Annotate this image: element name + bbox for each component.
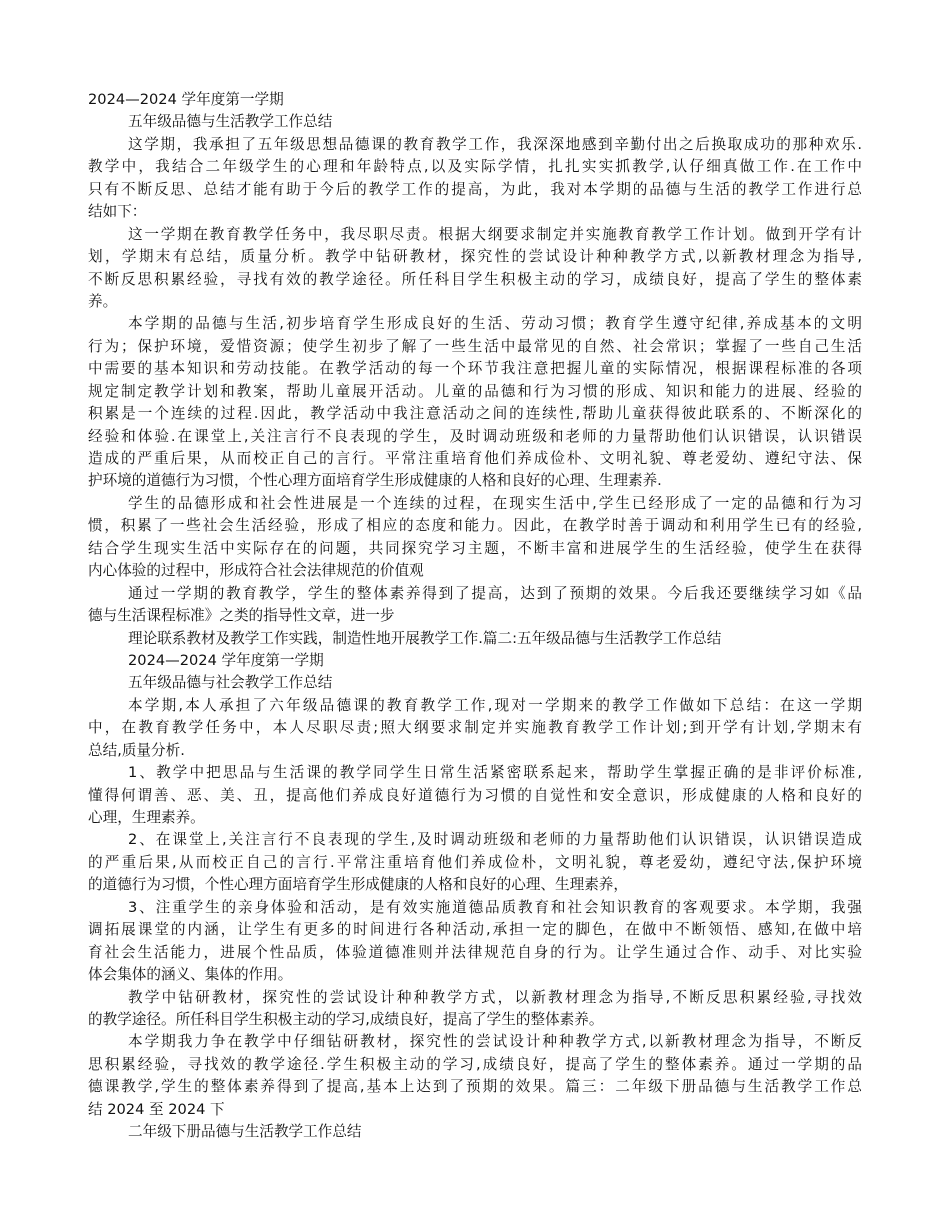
text-line: 结 2024 至 2024 下 xyxy=(88,1100,225,1118)
text-line: 的道德行为习惯，个性心理方面培育学生形成健康的人格和良好的心理、生理素养， xyxy=(88,876,628,894)
text-line: 总结,质量分析. xyxy=(88,741,185,759)
text-line: 只有不断反思、总结才能有助于今后的教学工作的提高，为此，我对本学期的品德与生活的教学工作进行总 xyxy=(88,180,862,198)
text-line: 德与生活课程标准》之类的指导性文章，进一步 xyxy=(88,607,395,625)
text-line: 体会集体的涵义、集体的作用。 xyxy=(88,966,293,984)
text-line: 2024—2024 学年度第一学期 xyxy=(128,651,324,669)
text-line: 2024—2024 学年度第一学期 xyxy=(88,91,284,108)
text-line: 德课教学,学生的整体素养得到了提高,基本上达到了预期的效果。篇三：二年级下册品德与生活教学工作总 xyxy=(88,1078,862,1096)
text-line: 1、教学中把思品与生活课的教学同学生日常生活紧密联系起来，帮助学生掌握正确的是非评价标准, xyxy=(128,764,862,782)
text-line: 的教学途径。所任科目学生积极主动的学习,成绩良好，提高了学生的整体素养。 xyxy=(88,1010,604,1028)
text-line: 这一学期在教育教学任务中，我尽职尽责。根据大纲要求制定并实施教育教学工作计划。做到开学有计 xyxy=(128,225,862,243)
text-line: 2、在课堂上,关注言行不良表现的学生,及时调动班级和老师的力量帮助他们认识错误，认识错误造成 xyxy=(128,831,862,849)
text-line: 育社会生活能力，进展个性品质，体验道德准则并法律规范自身的行为。让学生通过合作、动手、对比实验 xyxy=(88,943,862,961)
text-line: 护环境的道德行为习惯，个性心理方面培育学生形成健康的人格和良好的心理、生理素养. xyxy=(88,472,662,490)
text-line: 结合学生现实生活中实际存在的问题，共同探究学习主题，不断丰富和进展学生的生活经验，使学生在获得 xyxy=(88,539,862,557)
text-line: 五年级品德与社会教学工作总结 xyxy=(128,674,333,692)
text-line: 的严重后果,从而校正自己的言行.平常注重培育他们养成俭朴，文明礼貌，尊老爱幼，遵纪守法,保护环境 xyxy=(88,853,862,871)
text-line: 3、注重学生的亲身体验和活动，是有效实施道德品质教育和社会知识教育的客观要求。本学期，我强 xyxy=(128,898,862,916)
text-line: 不断反思积累经验，寻找有效的教学途径。所任科目学生积极主动的学习，成绩良好，提高了学生的整体素 xyxy=(88,270,862,288)
text-line: 思积累经验，寻找效的教学途径.学生积极主动的学习,成绩良好，提高了学生的整体素养。通过一学期的品 xyxy=(88,1055,862,1073)
text-line: 心理，生理素养。 xyxy=(88,809,205,826)
text-line: 调拓展课堂的内涵，让学生有更多的时间进行各种活动,承担一定的脚色，在做中不断领悟、感知,在做中培 xyxy=(88,921,862,939)
text-line: 通过一学期的教育教学，学生的整体素养得到了提高，达到了预期的效果。今后我还要继续学习如《品 xyxy=(128,584,862,602)
text-line: 中，在教育教学任务中，本人尽职尽责;照大纲要求制定并实施教育教学工作计划;到开学有计划,学期末有 xyxy=(88,719,862,737)
text-line: 懂得何谓善、恶、美、丑，提高他们养成良好道德行为习惯的自觉性和安全意识，形成健康的人格和良好的 xyxy=(88,786,862,804)
text-line: 积累是一个连续的过程.因此，教学活动中我注意活动之间的连续性,帮助儿童获得彼此联系的、不断深化的 xyxy=(88,405,862,423)
text-line: 中需要的基本知识和劳动技能。在教学活动的每一个环节我注意把握儿童的实际情况，根据课程标准的各项 xyxy=(88,360,862,378)
text-line: 内心体验的过程中，形成符合社会法律规范的价值观 xyxy=(88,562,424,580)
text-line: 理论联系教材及教学工作实践，制造性地开展教学工作.篇二:五年级品德与生活教学工作总结 xyxy=(128,629,722,647)
text-line: 教学中，我结合二年级学生的心理和年龄特点,以及实际学情，扎扎实实抓教学,认仔细真做工作.在工作中 xyxy=(88,158,862,176)
text-line: 规定制定教学计划和教案，帮助儿童展开活动。儿童的品德和行为习惯的形成、知识和能力的进展、经验的 xyxy=(88,382,862,400)
text-line: 经验和体验.在课堂上,关注言行不良表现的学生，及时调动班级和老师的力量帮助他们认识错误，认识错误 xyxy=(88,427,862,445)
text-line: 学生的品德形成和社会性进展是一个连续的过程，在现实生活中,学生已经形成了一定的品德和行为习 xyxy=(128,494,862,512)
text-line: 本学期,本人承担了六年级品德课的教育教学工作,现对一学期来的教学工作做如下总结：在这一学期 xyxy=(128,696,862,714)
text-line: 惯，积累了一些社会生活经验，形成了相应的态度和能力。因此，在教学时善于调动和利用学生已有的经验, xyxy=(88,517,862,535)
text-line: 造成的严重后果，从而校正自己的言行。平常注重培育他们养成俭朴、文明礼貌、尊老爱幼、遵纪守法、保 xyxy=(88,450,862,467)
text-line: 划，学期末有总结，质量分析。教学中钻研教材，探究性的尝试设计种种教学方式,以新教材理念为指导, xyxy=(88,248,862,266)
text-line: 五年级品德与生活教学工作总结 xyxy=(128,113,333,131)
text-line: 二年级下册品德与生活教学工作总结 xyxy=(128,1123,362,1141)
text-line: 本学期我力争在教学中仔细钻研教材，探究性的尝试设计种种教学方式,以新教材理念为指导，不断反 xyxy=(128,1033,862,1051)
text-line: 教学中钻研教材，探究性的尝试设计种种教学方式，以新教材理念为指导,不断反思积累经验,寻找效 xyxy=(128,988,862,1006)
text-line: 养。 xyxy=(88,292,118,310)
text-line: 本学期的品德与生活,初步培育学生形成良好的生活、劳动习惯；教育学生遵守纪律,养成基本的文明 xyxy=(128,315,862,333)
text-line: 行为；保护环境，爱惜资源；使学生初步了解了一些生活中最常见的自然、社会常识；掌握了一些自己生活 xyxy=(88,337,862,355)
text-line: 这学期，我承担了五年级思想品德课的教育教学工作，我深深地感到辛勤付出之后换取成功的那种欢乐. xyxy=(128,135,862,153)
text-line: 结如下： xyxy=(88,203,147,221)
